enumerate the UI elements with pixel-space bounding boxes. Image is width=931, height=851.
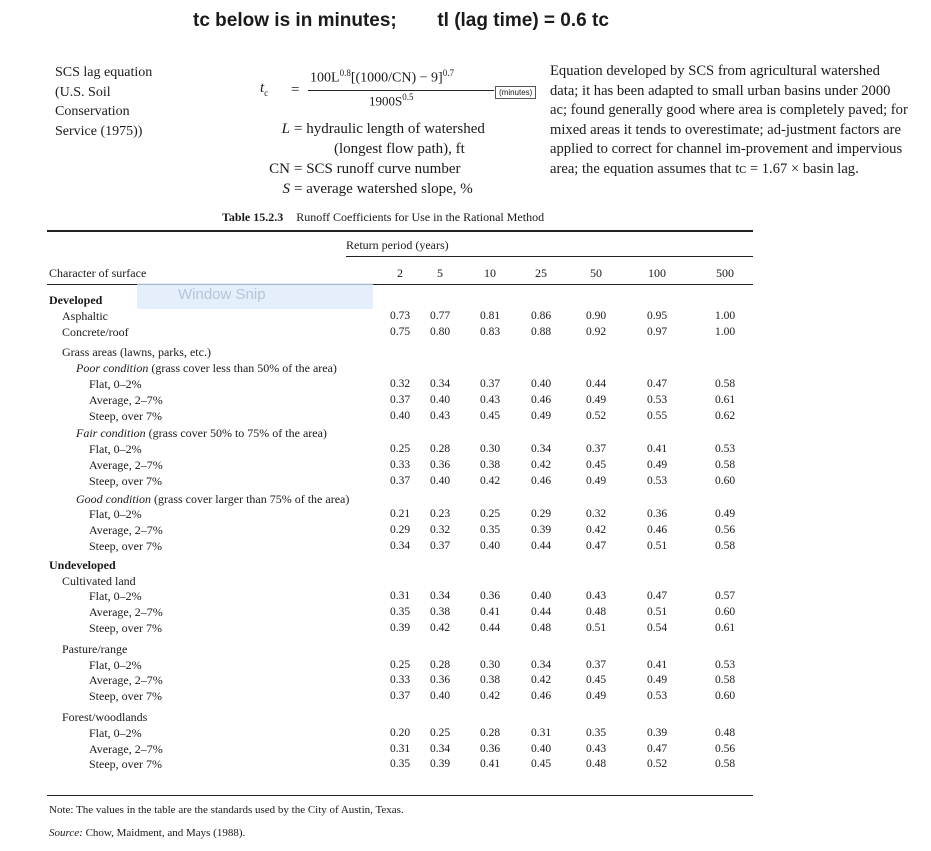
table-cell: 0.37 bbox=[585, 443, 607, 456]
table-cell: 0.49 bbox=[714, 508, 736, 521]
scs-name-line: Service (1975)) bbox=[55, 123, 143, 139]
fraction-bar bbox=[308, 90, 494, 91]
header-left: tc below is in minutes; bbox=[193, 10, 397, 31]
table-cell: 0.44 bbox=[585, 378, 607, 390]
table-cell: 0.81 bbox=[479, 309, 501, 322]
table-cell: 0.46 bbox=[530, 474, 552, 487]
table-cell: 0.58 bbox=[714, 378, 736, 390]
table-cell: 0.47 bbox=[646, 742, 668, 755]
table-group-label: Good condition (grass cover larger than 75% of the area) bbox=[76, 491, 350, 506]
table-cell: 0.47 bbox=[585, 540, 607, 552]
equation-description: Equation developed by SCS from agricultural watershed data; it has been adapted to small urban basins under 2000 ac; found generally good where area is completely paved; for mixed areas it tends to overestimate; ad-justment factors are applied to correct for channel im-provement and impervious area; the equation assumes that tᴄ = 1.67 × basin lag. bbox=[550, 63, 908, 177]
table-cell: 0.35 bbox=[585, 726, 607, 739]
table-cell: 0.34 bbox=[429, 378, 451, 390]
table-cell: 0.54 bbox=[646, 622, 668, 634]
table-cell: 0.45 bbox=[530, 758, 552, 771]
table-cell: 0.53 bbox=[646, 690, 668, 703]
table-cell: 0.44 bbox=[530, 540, 552, 552]
table-cell: 0.57 bbox=[714, 590, 736, 603]
table-cell: 0.46 bbox=[646, 524, 668, 537]
table-row-label: Flat, 0–2% bbox=[89, 657, 142, 672]
table-cell: 0.25 bbox=[429, 726, 451, 739]
table-cell: 0.37 bbox=[429, 540, 451, 552]
table-cell: 0.51 bbox=[646, 606, 668, 619]
table-cell: 0.28 bbox=[429, 658, 451, 671]
table-cell: 0.97 bbox=[646, 325, 668, 338]
table-cell: 0.30 bbox=[479, 658, 501, 671]
table-cell: 0.40 bbox=[389, 409, 411, 422]
table-cell: 0.25 bbox=[479, 508, 501, 521]
table-cell: 0.92 bbox=[585, 325, 607, 338]
table-cell: 0.32 bbox=[389, 378, 411, 390]
scs-name-line: Conservation bbox=[55, 104, 130, 119]
table-cell: 0.49 bbox=[530, 409, 552, 422]
table-cell: 0.33 bbox=[389, 459, 411, 471]
table-cell: 1.00 bbox=[714, 309, 736, 322]
definition-row: CN = SCS runoff curve number bbox=[269, 161, 461, 177]
table-cell: 0.41 bbox=[646, 443, 668, 456]
table-cell: 0.40 bbox=[429, 393, 451, 406]
table-group-label: Undeveloped bbox=[49, 557, 116, 572]
table-cell: 0.35 bbox=[389, 758, 411, 771]
table-caption bbox=[222, 210, 544, 225]
table-cell: 0.49 bbox=[585, 690, 607, 703]
table-cell: 0.37 bbox=[389, 474, 411, 487]
table-cell: 0.42 bbox=[479, 690, 501, 703]
table-cell: 0.37 bbox=[389, 690, 411, 703]
table-row-label: Steep, over 7% bbox=[89, 408, 162, 423]
table-cell: 0.30 bbox=[479, 443, 501, 456]
table-cell: 0.44 bbox=[530, 606, 552, 619]
table-cell: 0.43 bbox=[585, 590, 607, 603]
table-cell: 0.60 bbox=[714, 690, 736, 703]
table-note: Note: The values in the table are the standards used by the City of Austin, Texas. bbox=[49, 804, 404, 816]
table-cell: 0.31 bbox=[389, 590, 411, 603]
table-cell: 0.20 bbox=[389, 726, 411, 739]
definition-row: (longest flow path), ft bbox=[334, 141, 465, 157]
table-cell: 0.25 bbox=[389, 443, 411, 456]
table-row-label: Flat, 0–2% bbox=[89, 589, 142, 604]
table-cell: 0.43 bbox=[479, 393, 501, 406]
table-cell: 0.32 bbox=[585, 508, 607, 521]
table-cell: 0.23 bbox=[429, 508, 451, 521]
table-row-label: Flat, 0–2% bbox=[89, 725, 142, 740]
table-cell: 0.55 bbox=[646, 409, 668, 422]
table-cell: 0.73 bbox=[389, 309, 411, 322]
table-cell: 0.31 bbox=[389, 742, 411, 755]
table-cell: 0.38 bbox=[479, 459, 501, 471]
table-row-label: Average, 2–7% bbox=[89, 523, 163, 538]
table-group-label: Poor condition (grass cover less than 50% of the area) bbox=[76, 361, 337, 376]
table-cell: 0.62 bbox=[714, 409, 736, 422]
table-number: Table 15.2.3 bbox=[222, 210, 284, 224]
table-row-label: Asphaltic bbox=[62, 308, 108, 323]
table-row-label: Flat, 0–2% bbox=[89, 442, 142, 457]
table-cell: 0.86 bbox=[530, 309, 552, 322]
table-cell: 0.83 bbox=[479, 325, 501, 338]
table-cell: 0.49 bbox=[646, 459, 668, 471]
table-cell: 0.33 bbox=[389, 674, 411, 687]
table-row-label: Steep, over 7% bbox=[89, 757, 162, 772]
table-cell: 0.45 bbox=[479, 409, 501, 422]
table-cell: 0.32 bbox=[429, 524, 451, 537]
table-cell: 0.42 bbox=[479, 474, 501, 487]
table-cell: 0.58 bbox=[714, 459, 736, 471]
table-cell: 0.43 bbox=[429, 409, 451, 422]
table-cell: 0.36 bbox=[646, 508, 668, 521]
table-cell: 0.53 bbox=[646, 474, 668, 487]
table-cell: 0.58 bbox=[714, 674, 736, 687]
table-cell: 0.37 bbox=[389, 393, 411, 406]
table-cell: 0.49 bbox=[646, 674, 668, 687]
table-cell: 0.95 bbox=[646, 309, 668, 322]
return-period-label: Return period (years) bbox=[346, 238, 449, 252]
table-cell: 0.47 bbox=[646, 378, 668, 390]
table-cell: 0.53 bbox=[646, 393, 668, 406]
table-cell: 0.29 bbox=[389, 524, 411, 537]
table-cell: 0.61 bbox=[714, 393, 736, 406]
equation-numerator: $100L^{0.8}[(1000/CN) - 9]^{0.7}$ bbox=[310, 68, 454, 86]
table-cell: 0.28 bbox=[479, 726, 501, 739]
table-cell: 0.42 bbox=[530, 674, 552, 687]
table-cell: 0.37 bbox=[585, 658, 607, 671]
table-cell: 0.46 bbox=[530, 393, 552, 406]
table-cell: 0.36 bbox=[479, 590, 501, 603]
table-cell: 0.39 bbox=[646, 726, 668, 739]
table-cell: 0.21 bbox=[389, 508, 411, 521]
table-cell: 0.34 bbox=[389, 540, 411, 552]
table-source: Source: Chow, Maidment, and Mays (1988). bbox=[49, 827, 246, 839]
table-cell: 0.41 bbox=[479, 606, 501, 619]
table-row-label: Average, 2–7% bbox=[89, 673, 163, 688]
header-note bbox=[193, 10, 609, 32]
equals-sign: = bbox=[291, 82, 300, 98]
table-cell: 0.48 bbox=[585, 758, 607, 771]
table-cell: 0.48 bbox=[585, 606, 607, 619]
table-cell: 0.43 bbox=[585, 742, 607, 755]
return-period-2: 2 bbox=[397, 266, 403, 280]
table-cell: 0.36 bbox=[479, 742, 501, 755]
table-cell: 0.29 bbox=[530, 508, 552, 521]
table-cell: 0.34 bbox=[530, 443, 552, 456]
header-right: tl (lag time) = 0.6 tc bbox=[437, 10, 609, 31]
table-cell: 0.58 bbox=[714, 540, 736, 552]
table-cell: 0.88 bbox=[530, 325, 552, 338]
table-cell: 0.77 bbox=[429, 309, 451, 322]
table-cell: 0.38 bbox=[429, 606, 451, 619]
tc-symbol: $t_c$ bbox=[260, 80, 269, 98]
table-cell: 0.42 bbox=[429, 622, 451, 634]
table-cell: 0.36 bbox=[429, 459, 451, 471]
table-cell: 0.41 bbox=[646, 658, 668, 671]
table-title: Runoff Coefficients for Use in the Rational Method bbox=[296, 210, 545, 224]
equation-denominator: $1900S^{0.5}$ bbox=[369, 92, 414, 109]
window-snip-label: Window Snip bbox=[178, 286, 266, 303]
table-cell: 0.39 bbox=[429, 758, 451, 771]
table-cell: 0.40 bbox=[479, 540, 501, 552]
table-cell: 0.40 bbox=[429, 690, 451, 703]
table-cell: 0.52 bbox=[585, 409, 607, 422]
table-cell: 1.00 bbox=[714, 325, 736, 338]
return-period-25: 25 bbox=[535, 266, 547, 280]
return-period-5: 5 bbox=[437, 266, 443, 280]
table-row-label: Average, 2–7% bbox=[89, 458, 163, 472]
scs-method-name bbox=[55, 63, 152, 141]
table-cell: 0.45 bbox=[585, 459, 607, 471]
table-cell: 0.61 bbox=[714, 622, 736, 634]
table-cell: 0.49 bbox=[585, 474, 607, 487]
table-group-label: Cultivated land bbox=[62, 573, 136, 588]
table-cell: 0.90 bbox=[585, 309, 607, 322]
table-cell: 0.60 bbox=[714, 474, 736, 487]
table-cell: 0.34 bbox=[530, 658, 552, 671]
table-cell: 0.53 bbox=[714, 658, 736, 671]
table-cell: 0.44 bbox=[479, 622, 501, 634]
table-cell: 0.75 bbox=[389, 325, 411, 338]
table-cell: 0.38 bbox=[479, 674, 501, 687]
table-cell: 0.35 bbox=[479, 524, 501, 537]
table-row-label: Steep, over 7% bbox=[89, 539, 162, 553]
table-cell: 0.60 bbox=[714, 606, 736, 619]
table-row-label: Concrete/roof bbox=[62, 324, 129, 339]
table-cell: 0.49 bbox=[585, 393, 607, 406]
table-cell: 0.40 bbox=[429, 474, 451, 487]
table-cell: 0.52 bbox=[646, 758, 668, 771]
table-cell: 0.48 bbox=[530, 622, 552, 634]
table-cell: 0.51 bbox=[585, 622, 607, 634]
table-cell: 0.39 bbox=[389, 622, 411, 634]
scs-name-line: (U.S. Soil bbox=[55, 84, 111, 100]
definition-row: S = average watershed slope, % bbox=[282, 181, 473, 197]
scs-name-line: SCS lag equation bbox=[55, 65, 153, 80]
table-cell: 0.34 bbox=[429, 742, 451, 755]
table-cell: 0.40 bbox=[530, 590, 552, 603]
return-period-100: 100 bbox=[648, 266, 666, 280]
table-cell: 0.56 bbox=[714, 524, 736, 537]
table-cell: 0.25 bbox=[389, 658, 411, 671]
table-cell: 0.40 bbox=[530, 378, 552, 390]
table-cell: 0.36 bbox=[429, 674, 451, 687]
table-cell: 0.58 bbox=[714, 758, 736, 771]
table-bottom-rule bbox=[47, 795, 753, 796]
table-cell: 0.51 bbox=[646, 540, 668, 552]
table-row-label: Average, 2–7% bbox=[89, 605, 163, 620]
return-period-10: 10 bbox=[484, 266, 496, 280]
table-row-label: Average, 2–7% bbox=[89, 741, 163, 756]
table-cell: 0.35 bbox=[389, 606, 411, 619]
table-cell: 0.37 bbox=[479, 378, 501, 390]
table-cell: 0.48 bbox=[714, 726, 736, 739]
character-header: Character of surface bbox=[49, 266, 147, 280]
table-row-label: Steep, over 7% bbox=[89, 689, 162, 704]
table-cell: 0.40 bbox=[530, 742, 552, 755]
table-cell: 0.39 bbox=[530, 524, 552, 537]
table-cell: 0.41 bbox=[479, 758, 501, 771]
table-row-label: Flat, 0–2% bbox=[89, 377, 142, 391]
table-cell: 0.45 bbox=[585, 674, 607, 687]
table-top-rule bbox=[47, 230, 753, 232]
return-period-500: 500 bbox=[716, 266, 734, 280]
table-cell: 0.53 bbox=[714, 443, 736, 456]
table-group-label: Pasture/range bbox=[62, 641, 128, 656]
table-group-label: Developed bbox=[49, 293, 103, 307]
table-row-label: Average, 2–7% bbox=[89, 392, 163, 407]
table-row-label: Flat, 0–2% bbox=[89, 507, 142, 522]
table-cell: 0.80 bbox=[429, 325, 451, 338]
table-cell: 0.31 bbox=[530, 726, 552, 739]
table-cell: 0.28 bbox=[429, 443, 451, 456]
table-cell: 0.56 bbox=[714, 742, 736, 755]
table-row-label: Steep, over 7% bbox=[89, 473, 162, 488]
table-cell: 0.34 bbox=[429, 590, 451, 603]
table-cell: 0.47 bbox=[646, 590, 668, 603]
return-period-50: 50 bbox=[590, 266, 602, 280]
table-cell: 0.46 bbox=[530, 690, 552, 703]
minutes-unit-box: (minutes) bbox=[495, 86, 536, 99]
table-group-label: Grass areas (lawns, parks, etc.) bbox=[62, 345, 211, 360]
table-group-label: Forest/woodlands bbox=[62, 710, 148, 724]
return-period-rule bbox=[346, 256, 753, 257]
table-row-label: Steep, over 7% bbox=[89, 621, 162, 635]
table-group-label: Fair condition (grass cover 50% to 75% of the area) bbox=[76, 426, 327, 441]
definition-row: L = hydraulic length of watershed bbox=[281, 121, 485, 137]
table-cell: 0.42 bbox=[530, 459, 552, 471]
table-cell: 0.42 bbox=[585, 524, 607, 537]
